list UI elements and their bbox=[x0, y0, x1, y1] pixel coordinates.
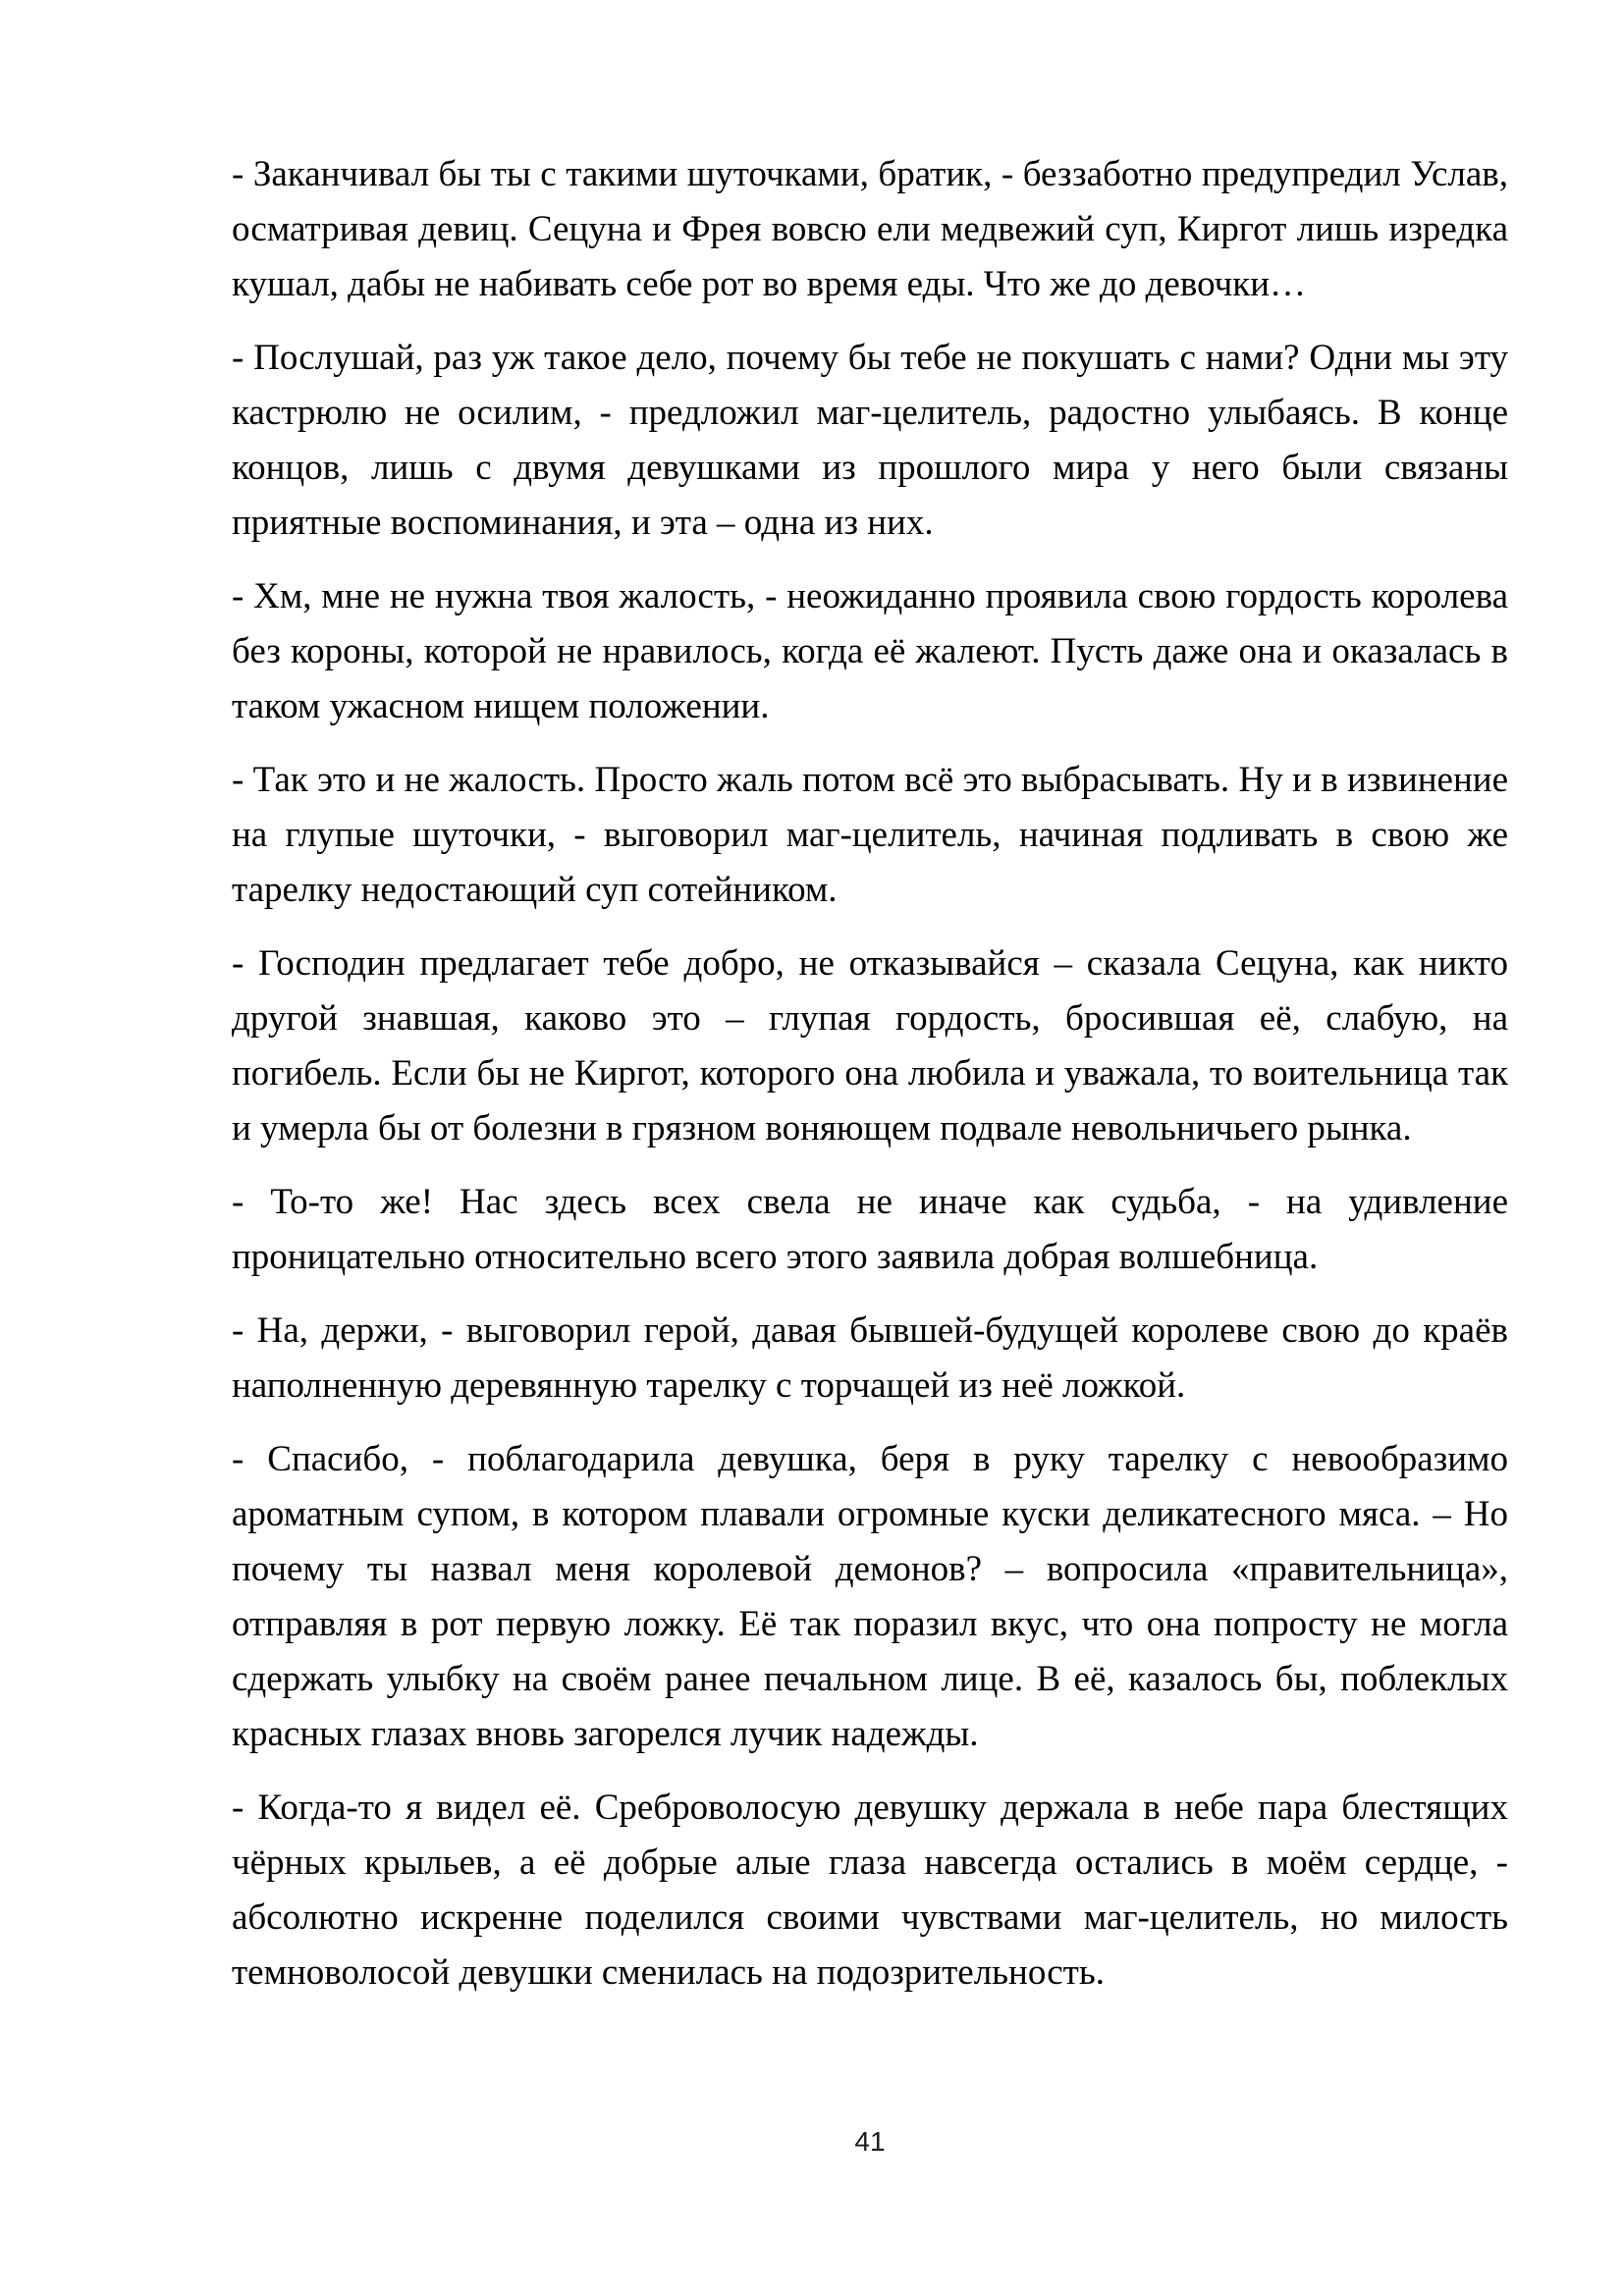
paragraph: - Господин предлагает тебе добро, не отказывайся – сказала Сецуна, как никто другой знавшая, каково это – глупая гордость, бросившая её, слабую, на погибель. Если бы не Киргот, которого она любила и уважала, то воительница так и умерла бы от болезни в грязном воняющем подвале невольничьего рынка. bbox=[232, 943, 1508, 1148]
paragraph: - Когда-то я видел её. Среброволосую девушку держала в небе пара блестящих чёрных крыльев, а её добрые алые глаза навсегда остались в моём сердце, - абсолютно искренне поделился своими чувствами маг-целитель, но милость темноволосой девушки сменилась на подозрительность. bbox=[232, 1788, 1508, 1993]
text-block bbox=[232, 147, 1508, 2019]
paragraph: - Хм, мне не нужна твоя жалость, - неожиданно проявила свою гордость королева без короны, которой не нравилось, когда её жалеют. Пусть даже она и оказалась в таком ужасном нищем положении. bbox=[232, 576, 1508, 726]
paragraph: - То-то же! Нас здесь всех свела не иначе как судьба, - на удивление проницательно относительно всего этого заявила добрая волшебница. bbox=[232, 1182, 1508, 1277]
paragraph: - Послушай, раз уж такое дело, почему бы тебе не покушать с нами? Одни мы эту кастрюлю не осилим, - предложил маг-целитель, радостно улыбаясь. В конце концов, лишь с двумя девушками из прошлого мира у него были связаны приятные воспоминания, и эта – одна из них. bbox=[232, 338, 1508, 543]
paragraph: - На, держи, - выговорил герой, давая бывшей-будущей королеве свою до краёв наполненную деревянную тарелку с торчащей из неё ложкой. bbox=[232, 1310, 1508, 1406]
paragraph: - Спасибо, - поблагодарила девушка, беря в руку тарелку с невообразимо ароматным супом, в котором плавали огромные куски деликатесного мяса. – Но почему ты назвал меня королевой демонов? – вопросила «правительница», отправляя в рот первую ложку. Её так поразил вкус, что она попросту не могла сдержать улыбку на своём ранее печальном лице. В её, казалось бы, поблеклых красных глазах вновь загорелся лучик надежды. bbox=[232, 1439, 1508, 1754]
paragraph: - Заканчивал бы ты с такими шуточками, братик, - беззаботно предупредил Услав, осматривая девиц. Сецуна и Фрея вовсю ели медвежий суп, Киргот лишь изредка кушал, дабы не набивать себе рот во время еды. Что же до девочки… bbox=[232, 154, 1508, 304]
paragraph: - Так это и не жалость. Просто жаль потом всё это выбрасывать. Ну и в извинение на глупые шуточки, - выговорил маг-целитель, начиная подливать в свою же тарелку недостающий суп сотейником. bbox=[232, 760, 1508, 910]
page-number: 41 bbox=[854, 2126, 886, 2157]
